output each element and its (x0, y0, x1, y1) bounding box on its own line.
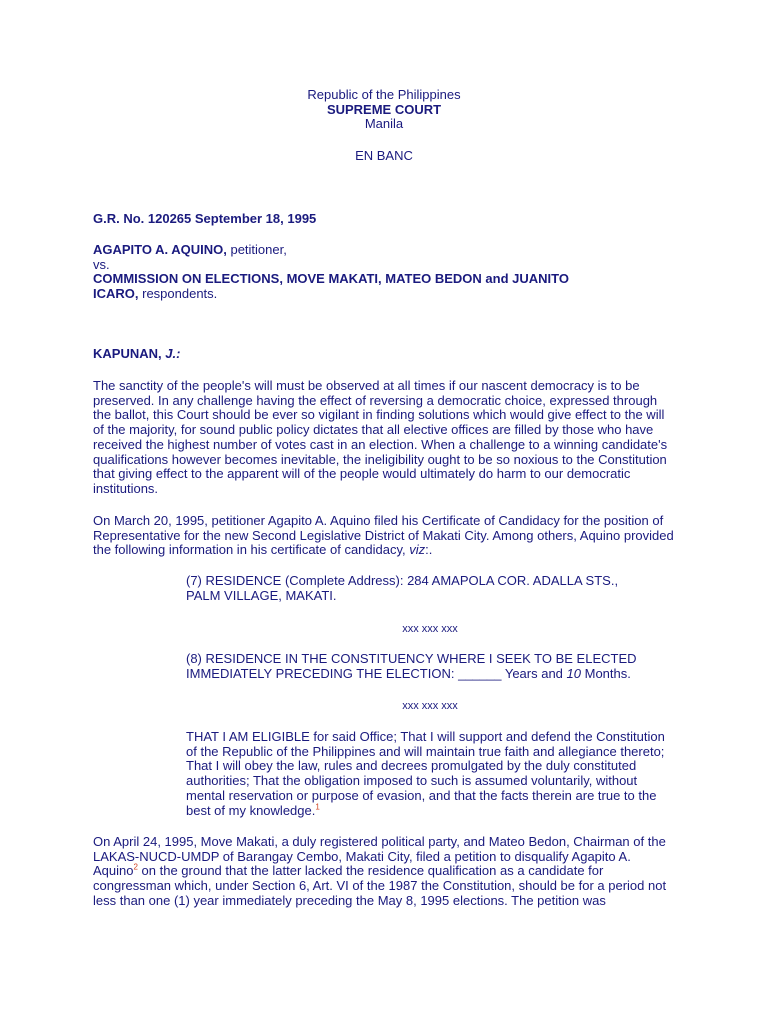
quote-residence: (7) RESIDENCE (Complete Address): 284 AMAPOLA COR. ADALLA STS., PALM VILLAGE, MAKATI. (186, 573, 619, 603)
respondents-line-2 (93, 287, 678, 302)
paragraph-2-viz: viz (409, 542, 426, 558)
paragraph-2-end: :. (425, 542, 433, 558)
republic-line: Republic of the Philippines (307, 87, 461, 102)
division-line: EN BANC (355, 148, 413, 163)
quote-eligibility-text: THAT I AM ELIGIBLE for said Office; That I will support and defend the Constitution of the Republic of the Philippines and will maintain true faith and allegiance thereto; That I will obey the law, rules and decrees promulgated by the duly constituted authorities; That the obligation imposed to such is assumed voluntarily, without mental reservation or purpose of evasion, and that the facts therein are true to the best of my knowledge. (186, 729, 665, 818)
footnote-1-link[interactable]: 1 (315, 802, 320, 812)
versus: vs. (93, 256, 110, 272)
ponente-title: J.: (165, 346, 181, 361)
gr-number: G.R. No. 120265 September 18, 1995 (93, 211, 317, 226)
petitioner-name: AGAPITO A. AQUINO, (93, 242, 227, 257)
paragraph-2-text: On March 20, 1995, petitioner Agapito A. Aquino filed his Certificate of Candidacy for the position of Representative for the new Second Legislative District of Makati City. Among others, Aquino provided the following information in his certificate of candidacy, (93, 513, 674, 558)
footnote-2-link[interactable]: 2 (133, 863, 138, 873)
quote-constituency-end: Months. (581, 665, 631, 681)
court-header (0, 88, 768, 132)
paragraph-3-text-a: On April 24, 1995, Move Makati, a duly registered political party, and Mateo Bedon, Chairman of the LAKAS-NUCD-UMDP of Barangay Cembo, Makati City, filed a petition to disqualify Agapito A. Aquino (93, 834, 666, 879)
separator-2: xxx xxx xxx (402, 700, 458, 712)
paragraph-1: The sanctity of the people's will must be observed at all times if our nascent democracy is to be preserved. In any challenge having the effect of reversing a democratic choice, expressed through the ballot, this Court should be ever so vigilant in finding solutions which would give effect to the will of the majority, for sound public policy dictates that all elective offices are filled by those who have received the highest number of votes cast in an election. When a challenge to a winning candidate's qualifications however becomes inevitable, the ineligibility ought to be so noxious to the Constitution that giving effect to the apparent will of the people would ultimately do harm to our democratic institutions. (93, 378, 668, 496)
paragraph-3 (93, 835, 678, 909)
separator-1: xxx xxx xxx (402, 623, 458, 635)
paragraph-3-text-b: on the ground that the latter lacked the residence qualification as a candidate for congressman which, under Section 6, Art. VI of the 1987 the Constitution, should be for a period not less than one (1) year immediately preceding the May 8, 1995 elections. The petition was (93, 863, 667, 908)
respondents-line-1: COMMISSION ON ELECTIONS, MOVE MAKATI, MATEO BEDON and JUANITO (93, 271, 569, 287)
case-parties (93, 243, 678, 302)
respondents-role: respondents. (138, 286, 218, 302)
city-line: Manila (364, 116, 404, 132)
ponente-name: KAPUNAN, (93, 346, 166, 361)
petitioner-role: petitioner, (226, 242, 287, 257)
petitioner-line (93, 243, 678, 258)
quote-constituency (186, 652, 676, 681)
respondents-name-end: ICARO, (93, 286, 139, 302)
ponente (93, 347, 678, 362)
paragraph-2 (93, 514, 678, 558)
quote-constituency-months: 10 (566, 665, 581, 681)
quote-constituency-text: (8) RESIDENCE IN THE CONSTITUENCY WHERE I SEEK TO BE ELECTED IMMEDIATELY PRECEDING THE ELECTION: ______ Years and (186, 651, 637, 681)
quote-eligibility (186, 730, 678, 818)
court-name: SUPREME COURT (326, 101, 442, 117)
